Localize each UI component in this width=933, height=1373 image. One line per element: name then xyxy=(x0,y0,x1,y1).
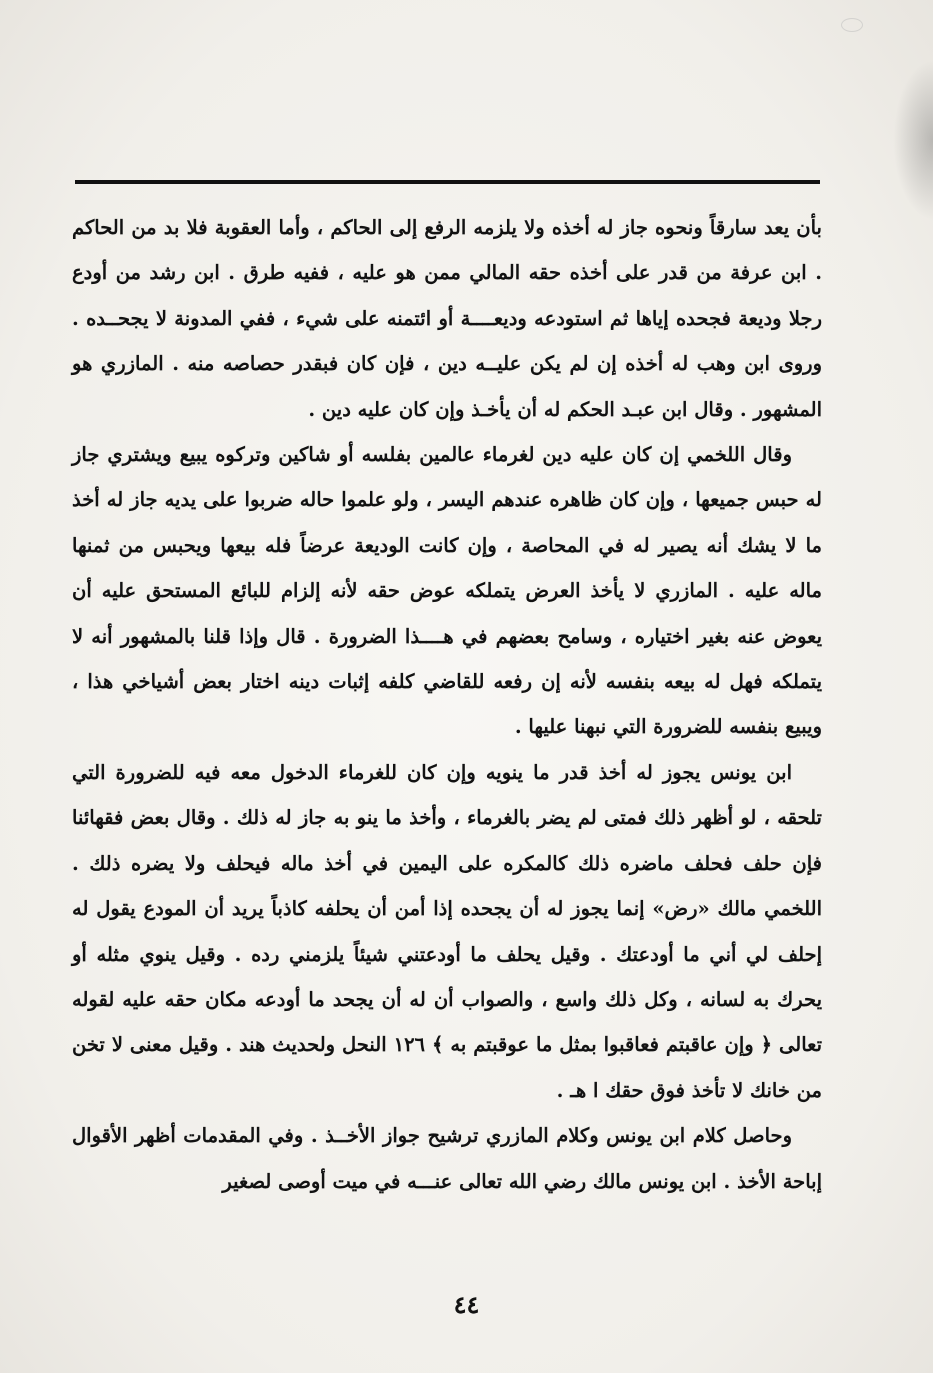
page-corner-mark xyxy=(841,18,863,32)
scan-edge-shadow xyxy=(893,60,933,220)
paragraph-4: وحاصل كلام ابن يونس وكلام المازري ترشيح جواز الأخــذ . وفي المقدمات أظهر الأقوال إباحة الأخذ . ابن يونس مالك رضي الله تعالى عنـــه في ميت أوصى لصغير xyxy=(72,1124,822,1193)
paragraph-2: وقال اللخمي إن كان عليه دين لغرماء عالمين بفلسه أو شاكين وتركوه يبيع ويشتري جاز له حبس جميعها ، وإن كان ظاهره عندهم اليسر ، ولو علموا حاله ضربوا على يديه جاز له أخذ ما لا يشك أنه يصير له في المحاصة ، وإن كانت الوديعة عرضاً فله بيعها ويحبس من ثمنها ماله عليه . المازري لا يأخذ العرض يتملكه عوض حقه لأنه إلزام للبائع المستحق عليه أن يعوض عنه بغير اختياره ، وسامح بعضهم في هــــذا الضرورة . قال وإذا قلنا بالمشهور أنه لا يتملكه فهل له بيعه بنفسه لأنه إن رفعه للقاضي كلفه إثبات دينه اختار بعض أشياخي هذا ، ويبيع بنفسه للضرورة التي نبهنا عليها . xyxy=(72,443,822,739)
header-rule xyxy=(75,180,820,184)
page-number: ٤٤ xyxy=(453,1290,480,1319)
paragraph-3: ابن يونس يجوز له أخذ قدر ما ينويه وإن كان للغرماء الدخول معه فيه للضرورة التي تلحقه ، لو أظهر ذلك فمتى لم يضر بالغرماء ، وأخذ ما ينو به جاز له ذلك . وقال بعض فقهائنا فإن حلف فحلف ماضره ذلك كالمكره على اليمين في أخذ ماله فيحلف ولا يضره ذلك . اللخمي مالك «رض» إنما يجوز له أن يجحده إذا أمن أن يحلفه كاذباً يريد أن المودع يقول له إحلف لي أني ما أودعتك . وقيل يحلف ما أودعتني شيئاً يلزمني رده . وقيل ينوي مثله أو يحرك به لسانه ، وكل ذلك واسع ، والصواب أن له أن يجحد ما أودعه مكان حقه عليه لقوله تعالى ﴿ وإن عاقبتم فعاقبوا بمثل ما عوقبتم به ﴾ ١٢٦ النحل ولحديث هند . وقيل معنى لا تخن من خانك لا تأخذ فوق حقك ا هـ . xyxy=(72,760,823,1102)
body-text xyxy=(72,205,822,1204)
paragraph-1: بأن يعد سارقاً ونحوه جاز له أخذه ولا يلزمه الرفع إلى الحاكم ، وأما العقوبة فلا بد من الحاكم . ابن عرفة من قدر على أخذه حقه المالي ممن هو عليه ، ففيه طرق . ابن رشد من أودع رجلا وديعة فجحده إياها ثم استودعه وديعــــة أو ائتمنه على شيء ، ففي المدونة لا يجحــده . وروى ابن وهب له أخذه إن لم يكن عليــه دين ، فإن كان فبقدر حصاصه منه . المازري هو المشهور . وقال ابن عبـد الحكم له أن يأخـذ وإن كان عليه دين . xyxy=(72,216,822,421)
